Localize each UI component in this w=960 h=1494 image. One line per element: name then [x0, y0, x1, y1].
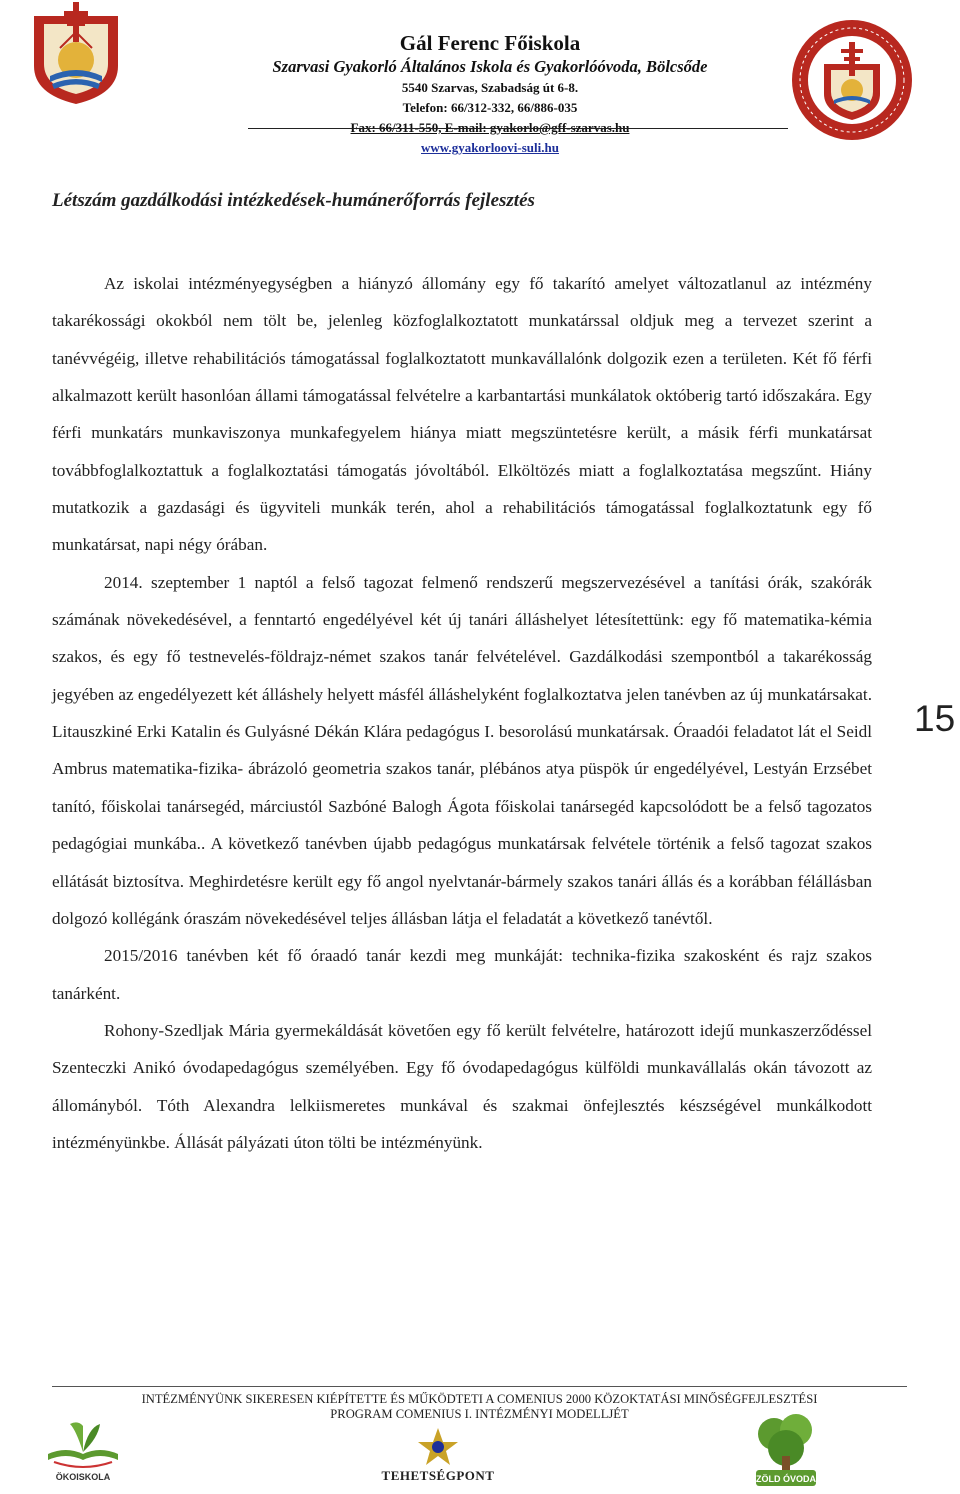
okoiskola-label: ÖKOISKOLA: [55, 1472, 111, 1482]
green-kindergarten-tree-icon: [750, 1412, 822, 1488]
school-phone: Telefon: 66/312-332, 66/886-035: [402, 100, 578, 115]
paragraph-4: Rohony-Szedljak Mária gyermekáldását követően egy fő került felvételre, határozott idejű munkaszerződéssel Szenteczki Anikó óvodapedagógus személyében. Egy fő óvodapedagógus külföldi munkavállalás okán távozott az állományból. Tóth Alexandra lelkiismeretes munkával és szakmai önfejlesztés készségével munkálkodott intézményünkbe. Állását pályázati úton tölti be intézményünk.: [52, 1020, 872, 1152]
page-number: 15: [914, 698, 956, 739]
school-website-link[interactable]: www.gyakorloovi-suli.hu: [421, 140, 559, 155]
school-subtitle: Szarvasi Gyakorló Általános Iskola és Gyakorlóóvoda, Bölcsőde: [272, 57, 708, 76]
school-logo-right: [790, 18, 914, 142]
tehetsegpont-star-icon: [372, 1426, 504, 1468]
footer-divider: [52, 1386, 907, 1387]
paragraph-1: Az iskolai intézményegységben a hiányzó állomány egy fő takarító amelyet változatlanul az intézmény takarékossági okokból nem tölt be, jelenleg közfoglalkoztatott munkatárssal oldjuk meg a tervezet szerint a tanévvégéig, illetve rehabilitációs támogatással foglalkoztatott munkavállalónk dolgozik ezen a területen. Két fő férfi alkalmazott került hasonlóan állami támogatással felvételre a karbantartási munkálatok októberig tartó időszakára. Egy férfi munkatárs munkaviszonya munkafegyelem hiánya miatt megszüntetésre került, a másik férfi munkatársat továbbfoglalkoztattuk a foglalkoztatási támogatás jóvoltából. Elköltözés miatt a foglalkoztatása megszűnt. Hiány mutatkozik a gazdasági és ügyviteli munkák terén, ahol a rehabilitációs támogatással foglalkoztatunk egy fő munkatársat, napi négy órában.: [52, 274, 872, 555]
section-title: Létszám gazdálkodási intézkedések-humánerőforrás fejlesztés: [52, 190, 535, 211]
eco-school-book-icon: [40, 1416, 126, 1472]
document-body: [52, 265, 872, 1161]
letterhead: [190, 30, 790, 158]
school-seal-icon: [790, 18, 914, 142]
tehetsegpont-label: TEHETSÉGPONT: [381, 1468, 495, 1483]
college-crest-icon: [30, 2, 122, 106]
school-name: Gál Ferenc Főiskola: [399, 31, 581, 55]
okoiskola-logo: [40, 1416, 126, 1482]
tehetsegpont-logo: [372, 1426, 504, 1484]
zold-ovoda-logo: [750, 1412, 822, 1488]
footer-line-2: PROGRAM COMENIUS I. INTÉZMÉNYI MODELLJÉT: [330, 1407, 629, 1421]
college-logo-left: [30, 2, 122, 106]
zold-ovoda-label: ZÖLD ÓVODA: [756, 1474, 816, 1484]
paragraph-2: 2014. szeptember 1 naptól a felső tagozat felmenő rendszerű megszervezésével a tanítási órák, szakórák számának növekedésével, a fenntartó engedélyével két új tanári álláshelyet létesítettünk: egy fő matematika-kémia szakos, és egy fő testnevelés-földrajz-német szakos tanár felvételével. Gazdálkodási szempontból a takarékosság jegyében az engedélyezett két álláshely helyett másfél álláshelyként foglalkoztatva jelen tanévben az új munkatársakat. Litauszkiné Erki Katalin és Gulyásné Dékán Klára pedagógus I. besorolású munkatársak. Óraadói feladatot lát el Seidl Ambrus matematika-fizika- ábrázoló geometria szakos tanár, plébános atya püspök úr engedélyével, Lestyán Erzsébet tanító, főiskolai tanársegéd, márciustól Sazbóné Balogh Ágota főiskolai tanársegéd kapcsolódott be a felső tagozatos pedagógiai munkába.. A következő tanévben újabb pedagógus munkatársak felvétele történik a felső tagozat szakos ellátását biztosítva. Meghirdetésre került egy fő angol nyelvtanár-bármely szakos tanári állás és a korábban félállásban dolgozó kollégánk óraszám növekedésével teljes állásban látja el feladatát a következő tanévtől.: [52, 572, 872, 928]
paragraph-3: 2015/2016 tanévben két fő óraadó tanár kezdi meg munkáját: technika-fizika szakosként és rajz szakos tanárként.: [52, 946, 872, 1003]
school-address: 5540 Szarvas, Szabadság út 6-8.: [401, 80, 579, 95]
footer-line-1: INTÉZMÉNYÜNK SIKERESEN KIÉPÍTETTE ÉS MŰKÖDTETI A COMENIUS 2000 KÖZOKTATÁSI MINŐSÉGFEJLESZTÉSI: [141, 1392, 818, 1406]
school-fax-email[interactable]: Fax: 66/311-550, E-mail: gyakorlo@gff-szarvas.hu: [350, 120, 630, 135]
header-divider: [248, 128, 788, 129]
